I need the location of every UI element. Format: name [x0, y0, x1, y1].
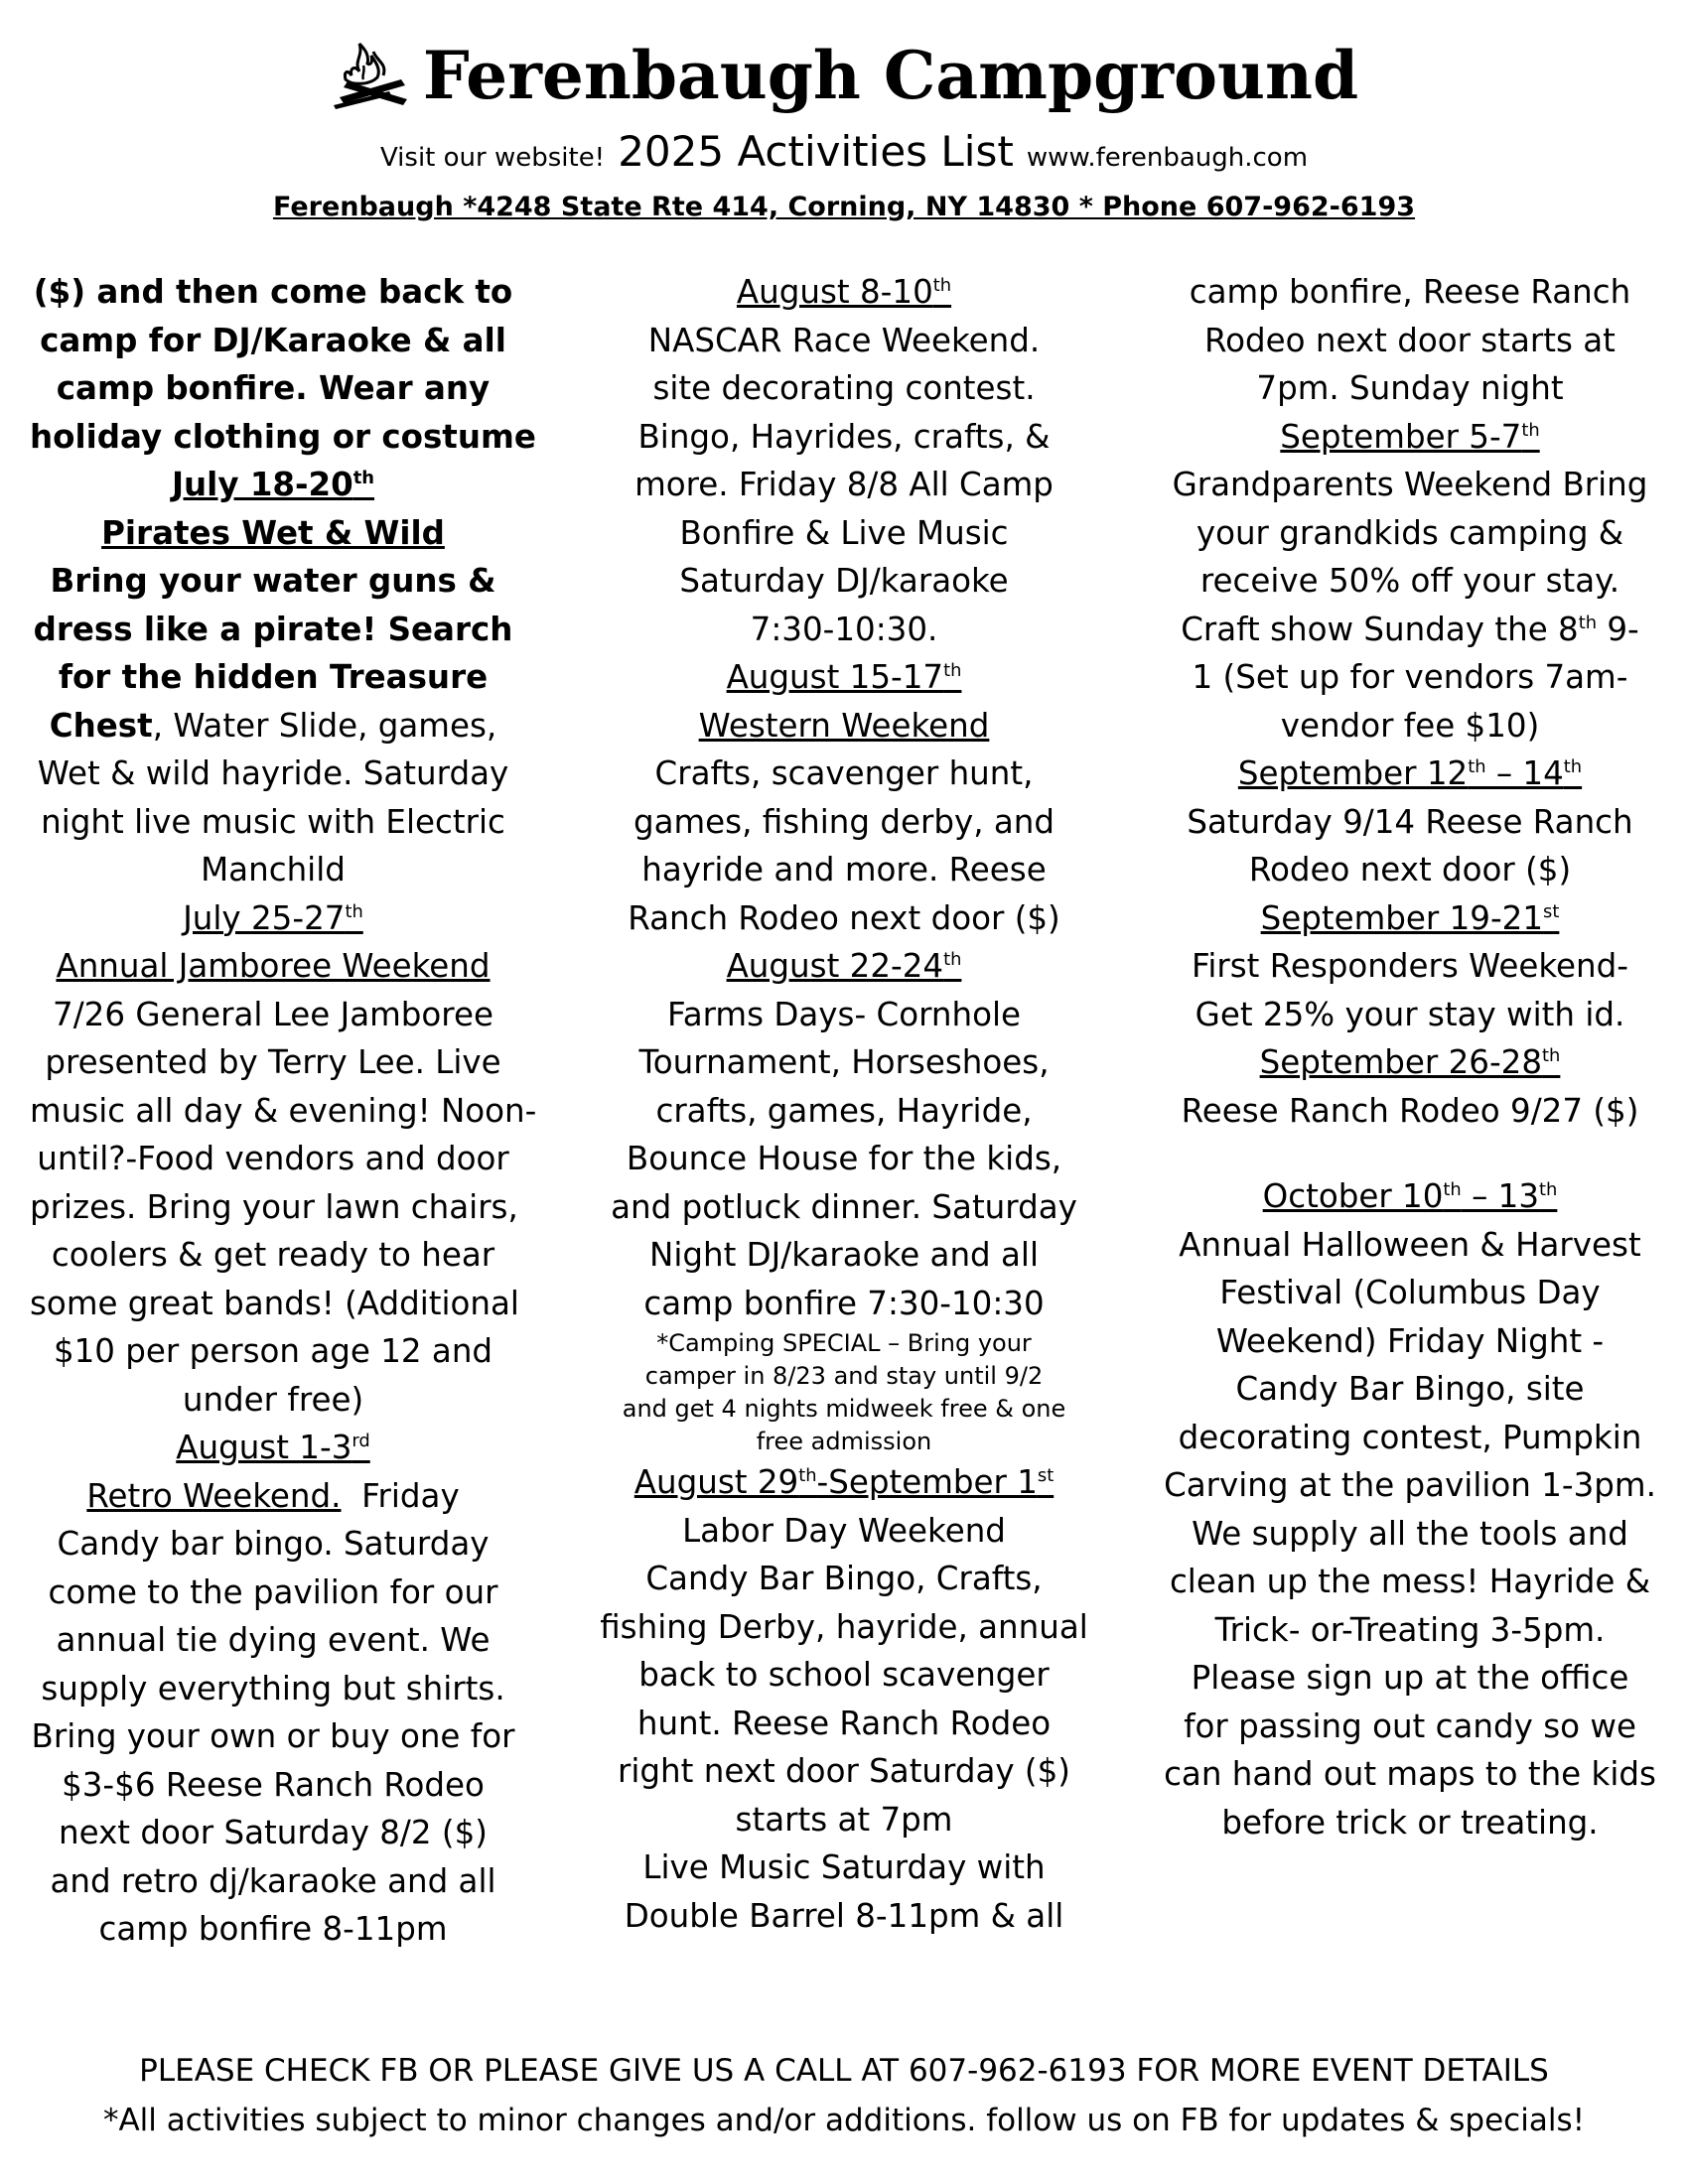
- event-date-aug-8: [586, 268, 1102, 317]
- text-line: Weekend) Friday Night -: [1215, 1321, 1605, 1360]
- text-line: camp bonfire 8-11pm: [98, 1910, 448, 1948]
- text-line: Candy Bar Bingo, site: [1235, 1370, 1585, 1408]
- text-line: for passing out candy so we: [1184, 1706, 1636, 1745]
- text-line: vendor fee $10): [1280, 706, 1540, 745]
- text-line: Please sign up at the office: [1191, 1659, 1629, 1697]
- text-line: come to the pavilion for our: [48, 1572, 498, 1611]
- event-date-aug-1: [30, 1424, 516, 1472]
- event-date-sep-19: [1152, 894, 1668, 943]
- text-line: site decorating contest.: [652, 369, 1036, 407]
- text-line: 7/26 General Lee Jamboree: [53, 995, 493, 1033]
- text-line: Crafts, scavenger hunt,: [654, 754, 1034, 792]
- activities-heading: 2025 Activities List: [618, 127, 1014, 176]
- date-text: August 15-17: [726, 658, 944, 696]
- special-note-line: camper in 8/23 and stay until 9/2: [644, 1362, 1044, 1390]
- text-line: crafts, games, Hayride,: [655, 1091, 1033, 1130]
- text-line: some great bands! (Additional: [30, 1284, 519, 1322]
- text-line: music all day & evening! Noon-: [30, 1091, 537, 1130]
- event-date-aug-22: [586, 942, 1102, 991]
- text-line: for the hidden Treasure: [58, 658, 489, 696]
- date-suffix: th: [1578, 612, 1598, 633]
- column-3: [1152, 268, 1668, 1846]
- date-suffix: th: [1542, 1045, 1561, 1067]
- visit-label: Visit our website!: [379, 143, 606, 173]
- date-text: September 12: [1237, 754, 1469, 792]
- text-line: Manchild: [201, 851, 346, 888]
- date-text: July 18-20: [171, 466, 353, 503]
- text-line: Candy bar bingo. Saturday: [57, 1525, 490, 1563]
- text-line: coolers & get ready to hear: [51, 1236, 495, 1274]
- text-line: $3-$6 Reese Ranch Rodeo: [62, 1765, 485, 1804]
- date-text: – 13: [1461, 1177, 1540, 1215]
- text-line: Ranch Rodeo next door ($): [628, 898, 1060, 937]
- event-date-aug-29: [586, 1458, 1102, 1507]
- text-line: We supply all the tools and: [1192, 1514, 1628, 1553]
- text-line: ($) and then come back to: [33, 273, 513, 311]
- text: , Water Slide, games,: [152, 706, 497, 745]
- text-line: hunt. Reese Ranch Rodeo: [636, 1704, 1052, 1742]
- date-suffix: rd: [352, 1431, 370, 1452]
- text-line: supply everything but shirts.: [41, 1669, 505, 1707]
- text-line: annual tie dying event. We: [56, 1621, 491, 1659]
- date-suffix: th: [1468, 756, 1486, 778]
- date-text: August 22-24: [726, 947, 944, 985]
- text-line: 7:30-10:30.: [750, 610, 938, 648]
- text-line: Bingo, Hayrides, crafts, &: [637, 417, 1051, 456]
- date-text: -September 1: [816, 1463, 1038, 1501]
- date-suffix: th: [1563, 756, 1583, 778]
- date-text: – 14: [1485, 754, 1564, 792]
- text-line: camp bonfire, Reese Ranch: [1189, 273, 1631, 311]
- text: Friday: [361, 1476, 460, 1515]
- event-date-oct-10: [1152, 1172, 1668, 1221]
- text-line: Live Music Saturday with: [642, 1848, 1046, 1886]
- date-suffix: th: [943, 949, 962, 971]
- date-suffix: st: [1543, 900, 1560, 922]
- text-line: right next door Saturday ($): [618, 1752, 1070, 1790]
- text-line: dress like a pirate! Search: [33, 610, 513, 648]
- event-title-retro: Retro Weekend.: [86, 1476, 342, 1515]
- spacer: [1152, 1135, 1668, 1172]
- special-note-line: free admission: [756, 1428, 932, 1455]
- text-line: 1 (Set up for vendors 7am-: [1192, 658, 1628, 696]
- address-line: Ferenbaugh *4248 State Rte 414, Corning, NY 14830 * Phone 607-962-6193: [272, 192, 1416, 222]
- text-line: First Responders Weekend-: [1192, 947, 1628, 985]
- date-text: September 26-28: [1259, 1043, 1543, 1081]
- special-note-line: *Camping SPECIAL – Bring your: [656, 1329, 1032, 1357]
- text-line: camp bonfire 7:30-10:30: [643, 1284, 1045, 1322]
- text-line: Festival (Columbus Day: [1219, 1274, 1601, 1311]
- text-line: Night DJ/karaoke and all: [649, 1236, 1039, 1274]
- text-line: NASCAR Race Weekend.: [647, 321, 1041, 359]
- text-line: and potluck dinner. Saturday: [611, 1187, 1077, 1226]
- text-line: Bring your own or buy one for: [31, 1717, 515, 1755]
- text-line: Grandparents Weekend Bring: [1172, 466, 1648, 503]
- event-date-july-25: [30, 894, 516, 943]
- text-line: clean up the mess! Hayride &: [1169, 1563, 1651, 1600]
- title-row: [0, 36, 1688, 115]
- text-line: Rodeo next door starts at: [1204, 321, 1616, 359]
- text-line: next door Saturday 8/2 ($): [59, 1814, 488, 1851]
- text-line: presented by Terry Lee. Live: [45, 1043, 501, 1081]
- date-suffix: th: [1539, 1179, 1558, 1201]
- date-suffix: th: [1443, 1179, 1462, 1201]
- date-suffix: th: [932, 275, 952, 297]
- text-line: Tournament, Horseshoes,: [638, 1043, 1050, 1081]
- column-1: [30, 268, 537, 1954]
- date-text: August 8-10: [736, 273, 933, 311]
- text-line: night live music with Electric: [41, 802, 505, 841]
- text-line: Bounce House for the kids,: [626, 1140, 1062, 1177]
- text-line: Labor Day Weekend: [682, 1511, 1006, 1550]
- event-date-sep-12: [1152, 750, 1668, 798]
- text-line: holiday clothing or costume: [30, 417, 536, 456]
- text-line: Reese Ranch Rodeo 9/27 ($): [1181, 1091, 1639, 1130]
- text-line: camp bonfire. Wear any: [56, 369, 491, 407]
- text-line: receive 50% off your stay.: [1199, 562, 1620, 600]
- text-line: under free): [182, 1380, 364, 1419]
- text-line: before trick or treating.: [1221, 1803, 1599, 1842]
- text-line: [30, 702, 516, 751]
- campfire-logo-icon: [330, 36, 419, 115]
- date-suffix: th: [352, 468, 375, 489]
- subtitle-row: [0, 127, 1688, 176]
- date-suffix: st: [1037, 1465, 1055, 1487]
- text: 9-: [1597, 610, 1639, 648]
- text-line: Carving at the pavilion 1-3pm.: [1164, 1466, 1656, 1504]
- text-line: starts at 7pm: [735, 1800, 953, 1839]
- text-line: your grandkids camping &: [1196, 513, 1624, 552]
- event-date-july-18: [30, 461, 516, 509]
- event-title-jamboree: Annual Jamboree Weekend: [56, 947, 491, 985]
- text-line: Candy Bar Bingo, Crafts,: [645, 1560, 1043, 1597]
- text: Craft show Sunday the 8: [1181, 610, 1579, 648]
- text-line: can hand out maps to the kids: [1164, 1755, 1656, 1793]
- text-line: until?-Food vendors and door: [37, 1140, 509, 1177]
- date-suffix: th: [345, 900, 363, 922]
- text-line: 7pm. Sunday night: [1256, 369, 1564, 407]
- event-date-sep-5: [1152, 413, 1668, 462]
- column-2: [586, 268, 1102, 1940]
- text-line: [30, 1472, 516, 1521]
- event-date-sep-26: [1152, 1038, 1668, 1087]
- date-text: September 19-21: [1260, 898, 1544, 937]
- date-suffix: th: [943, 660, 962, 682]
- footer-contact-note: PLEASE CHECK FB OR PLEASE GIVE US A CALL AT 607-962-6193 FOR MORE EVENT DETAILS: [139, 2053, 1549, 2089]
- page-title: Ferenbaugh Campground: [422, 37, 1359, 114]
- text-line: back to school scavenger: [638, 1656, 1050, 1694]
- footer-disclaimer: *All activities subject to minor changes and/or additions. follow us on FB for updates & specials!: [102, 2103, 1586, 2138]
- text-line: Farms Days- Cornhole: [667, 995, 1021, 1033]
- text-line: Annual Halloween & Harvest: [1179, 1225, 1641, 1264]
- website-link[interactable]: www.ferenbaugh.com: [1026, 143, 1309, 173]
- date-text: September 5-7: [1280, 417, 1522, 456]
- text-line: Bring your water guns &: [50, 562, 496, 600]
- text-line: $10 per person age 12 and: [53, 1332, 493, 1370]
- bold-text: Chest: [49, 706, 153, 745]
- date-text: July 25-27: [183, 898, 346, 937]
- text-line: and retro dj/karaoke and all: [50, 1861, 496, 1900]
- date-suffix: th: [1521, 419, 1540, 441]
- text-line: games, fishing derby, and: [633, 802, 1055, 841]
- date-text: October 10: [1262, 1177, 1444, 1215]
- text-line: Double Barrel 8-11pm & all: [624, 1896, 1064, 1935]
- text-line: Bonfire & Live Music: [679, 513, 1009, 552]
- text-line: camp for DJ/Karaoke & all: [40, 321, 506, 359]
- text-line: hayride and more. Reese: [641, 851, 1047, 888]
- date-text: August 1-3: [176, 1429, 352, 1466]
- text-line: fishing Derby, hayride, annual: [600, 1607, 1088, 1646]
- date-suffix: th: [798, 1465, 817, 1487]
- text-line: decorating contest, Pumpkin: [1178, 1418, 1642, 1456]
- text-line: Rodeo next door ($): [1248, 851, 1572, 888]
- text-line: Wet & wild hayride. Saturday: [37, 754, 509, 792]
- special-note-line: and get 4 nights midweek free & one: [622, 1395, 1066, 1423]
- event-title-pirates: Pirates Wet & Wild: [101, 513, 445, 552]
- text-line: Trick- or-Treating 3-5pm.: [1214, 1610, 1606, 1649]
- event-date-aug-15: [586, 653, 1102, 702]
- event-title-western: Western Weekend: [698, 706, 990, 745]
- text-line: Saturday 9/14 Reese Ranch: [1187, 802, 1633, 841]
- text-line: prizes. Bring your lawn chairs,: [30, 1187, 518, 1226]
- text-line: more. Friday 8/8 All Camp: [634, 466, 1054, 503]
- text-line: Get 25% your stay with id.: [1195, 995, 1625, 1033]
- date-text: August 29: [633, 1463, 799, 1501]
- text-line: Saturday DJ/karaoke: [679, 562, 1009, 600]
- text-line: [1152, 606, 1668, 654]
